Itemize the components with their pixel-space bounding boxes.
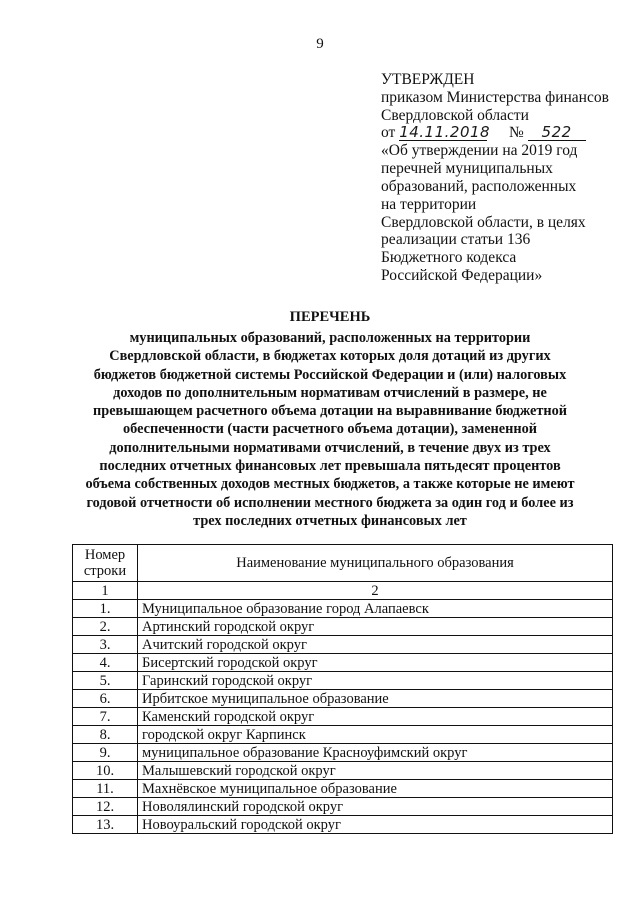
municipality-name: Бисертский городской округ: [138, 654, 613, 672]
table-row: [73, 690, 613, 708]
table-row: [73, 636, 613, 654]
document-title: ПЕРЕЧЕНЬ: [289, 309, 371, 325]
document-subtitle: [60, 329, 600, 530]
subtitle-line: дополнительными нормативами отчислений, в течение двух из трех: [109, 439, 551, 456]
approval-title-line: «Об утверждении на 2019 год: [381, 142, 578, 160]
approval-title-line: Свердловской области, в целях: [381, 213, 586, 231]
row-number: 5.: [73, 672, 138, 690]
subtitle-line: объема собственных доходов местных бюджетов, а также которые не имеют: [85, 476, 575, 493]
municipality-name: городской округ Карпинск: [138, 726, 613, 744]
approval-title-line: перечней муниципальных: [381, 160, 553, 178]
table-row: [73, 600, 613, 618]
row-number: 1.: [73, 600, 138, 618]
table-row: [73, 726, 613, 744]
municipality-name: Ачитский городской округ: [138, 636, 613, 654]
municipality-name: Артинский городской округ: [138, 618, 613, 636]
municipalities-table: [72, 544, 613, 834]
subtitle-line: превышающем расчетного объема дотации на выравнивание бюджетной: [93, 403, 567, 420]
number-label: №: [508, 124, 524, 142]
row-number: 9.: [73, 744, 138, 762]
index-cell: 1: [73, 582, 138, 600]
row-number: 12.: [73, 798, 138, 816]
subtitle-line: доходов по дополнительным нормативам отчислений в размере, не: [113, 384, 547, 401]
row-number: 4.: [73, 654, 138, 672]
row-number: 11.: [73, 780, 138, 798]
table-row: [73, 672, 613, 690]
municipality-name: муниципальное образование Красноуфимский округ: [138, 744, 613, 762]
approval-title-line: Бюджетного кодекса: [381, 249, 517, 267]
table-row: [73, 708, 613, 726]
handwritten-date: 14.11.2018: [399, 123, 491, 142]
approval-block: [381, 71, 631, 285]
municipality-name: Новоуральский городской округ: [138, 816, 613, 834]
municipality-name: Малышевский городской округ: [138, 762, 613, 780]
municipality-name: Муниципальное образование город Алапаевск: [138, 600, 613, 618]
municipality-name: Махнёвское муниципальное образование: [138, 780, 613, 798]
table-header-row: [73, 545, 613, 582]
row-number: 2.: [73, 618, 138, 636]
approval-line-1: приказом Министерства финансов: [381, 88, 609, 106]
table-row: [73, 780, 613, 798]
header-row-number: [73, 545, 138, 582]
subtitle-line: обеспеченности (части расчетного объема дотации), замененной: [123, 421, 537, 438]
row-number: 13.: [73, 816, 138, 834]
page-number: 9: [316, 36, 324, 52]
header-num-line: строки: [83, 563, 127, 579]
approval-title-line: Российской Федерации»: [381, 266, 543, 284]
header-num-line: Номер: [84, 547, 126, 563]
approval-heading: УТВЕРЖДЕН: [381, 71, 475, 88]
municipality-name: Ирбитское муниципальное образование: [138, 690, 613, 708]
table-row: [73, 816, 613, 834]
row-number: 7.: [73, 708, 138, 726]
table-row: [73, 798, 613, 816]
row-number: 6.: [73, 690, 138, 708]
subtitle-line: бюджетов бюджетной системы Российской Федерации и (или) налоговых: [93, 366, 567, 383]
handwritten-number: 522: [528, 125, 586, 141]
municipality-name: Гаринский городской округ: [138, 672, 613, 690]
subtitle-line: трех последних отчетных финансовых лет: [193, 512, 467, 529]
table-row: [73, 654, 613, 672]
subtitle-line: Свердловской области, в бюджетах которых доля дотаций из других: [109, 348, 551, 365]
table-row: [73, 744, 613, 762]
row-number: 10.: [73, 762, 138, 780]
subtitle-line: муниципальных образований, расположенных на территории: [129, 330, 531, 346]
approval-date-number-line: [381, 124, 631, 142]
subtitle-line: последних отчетных финансовых лет превышала пятьдесят процентов: [99, 458, 561, 475]
subtitle-line: годовой отчетности об исполнении местного бюджета за один год и более из: [86, 494, 574, 511]
approval-line-2: Свердловской области: [381, 106, 529, 124]
row-number: 8.: [73, 726, 138, 744]
approval-title-line: на территории: [381, 195, 477, 213]
approval-title-line: образований, расположенных: [381, 177, 577, 195]
table-row: [73, 762, 613, 780]
index-cell: 2: [138, 582, 613, 600]
header-name: Наименование муниципального образования: [138, 545, 613, 582]
table-row: [73, 618, 613, 636]
table-index-row: [73, 582, 613, 600]
municipality-name: Каменский городской округ: [138, 708, 613, 726]
row-number: 3.: [73, 636, 138, 654]
from-label: от: [381, 124, 396, 142]
municipality-name: Новолялинский городской округ: [138, 798, 613, 816]
approval-title-line: реализации статьи 136: [381, 231, 531, 249]
